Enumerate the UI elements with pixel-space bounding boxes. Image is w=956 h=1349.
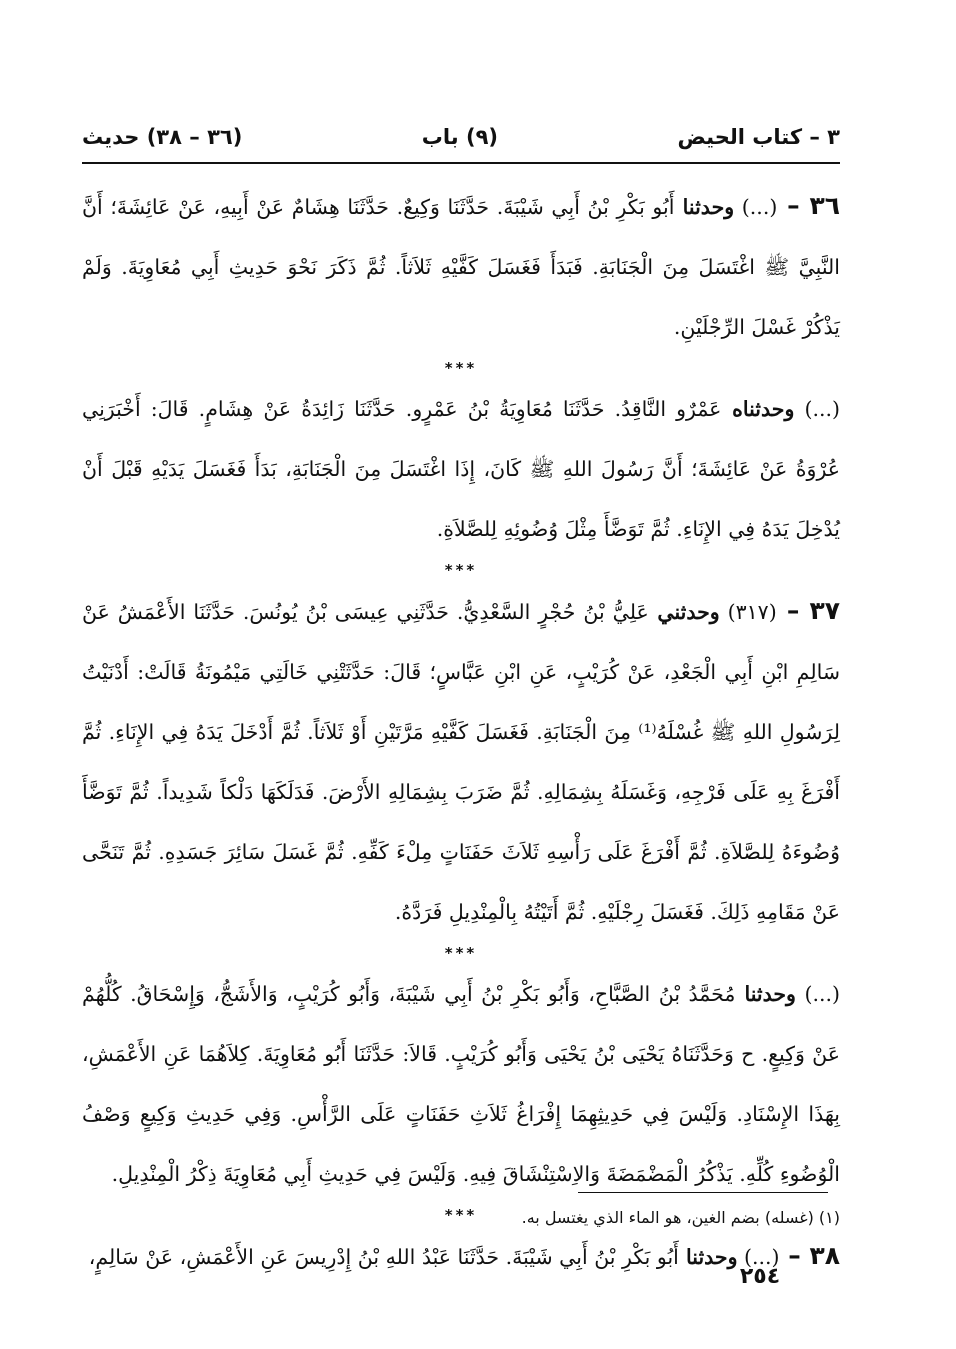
hadith-number: ٣٧ – <box>776 596 840 625</box>
hadith-text-body <box>82 176 840 1287</box>
hadith-36 <box>82 176 840 357</box>
hadith-body: أَبُو بَكْرِ بْنُ أَبِي شَيْبَةَ. حَدَّثَنَا وَكِيعٌ. حَدَّثَنَا هِشَامٌ عَنْ أَبِيهِ، عَنْ عَائِشَةَ؛ أَنَّ النَّبِيَّ ﷺ اغْتَسَلَ مِنَ الْجَنَابَةِ. فَبَدَأَ فَغَسَلَ كَفَّيْهِ ثَلاَثاً. ثُمَّ ذَكَرَ نَحْوَ حَدِيثِ أَبِي مُعَاوِيَةَ. وَلَمْ يَذْكُرْ غَسْلَ الرِّجْلَيْنِ. <box>82 195 840 339</box>
header-divider <box>82 162 840 164</box>
hadith-opener: وحدثنا <box>674 195 735 219</box>
hadith-ref: (...) <box>794 397 840 421</box>
hadith-body: أَبُو بَكْرِ بْنُ أَبِي شَيْبَةَ. حَدَّثَنَا عَبْدُ اللهِ بْنُ إِدْرِيسَ عَنِ الأَعْمَشِ، عَنْ سَالِمٍ، <box>88 1245 679 1269</box>
hadith-ref: (...) <box>737 1245 780 1269</box>
header-chapter: (٩) باب <box>421 125 499 149</box>
section-separator: *** <box>444 1206 478 1224</box>
section-separator: *** <box>444 944 478 962</box>
hadith-ref: (...) <box>795 982 840 1006</box>
hadith-ref: (...) <box>734 195 778 219</box>
hadith-opener: وحدثني <box>648 600 720 624</box>
hadith-opener: وحدثناه <box>721 397 795 421</box>
header-hadith-range: (٣٦ – ٣٨) حديث <box>82 125 243 149</box>
section-separator: *** <box>444 561 478 579</box>
hadith-opener: وحدثنا <box>678 1245 738 1269</box>
hadith-36-variant <box>82 379 840 559</box>
page-number: ٢٥٤ <box>739 1264 781 1289</box>
hadith-ref: (٣١٧) <box>719 600 777 624</box>
hadith-number: ٣٦ – <box>777 191 841 220</box>
hadith-body: عَلِيُّ بْنُ حُجْرٍ السَّعْدِيُّ. حَدَّثَنِي عِيسَى بْنُ يُونُسَ. حَدَّثَنَا الأَعْمَشُ عَنْ سَالِمِ ابْنِ أَبِي الْجَعْدِ، عَنْ كُرَيْبٍ، عَنِ ابْنِ عَبَّاسٍ؛ قَالَ: حَدَّثَتْنِي خَالَتِي مَيْمُونَةُ قَالَتْ: أَدْنَيْتُ لِرَسُولِ اللهِ ﷺ غُسْلَهُ⁽¹⁾ مِنَ الْجَنَابَةِ. فَغَسَلَ كَفَّيْهِ مَرَّتَيْنِ أَوْ ثَلاَثاً. ثُمَّ أَدْخَلَ يَدَهُ فِي الإِنَاءِ. ثُمَّ أَفْرَغَ بِهِ عَلَى فَرْجِهِ، وَغَسَلَهُ بِشِمَالِهِ. ثُمَّ ضَرَبَ بِشِمَالِهِ الأَرْضَ. فَدَلَكَهَا دَلْكاً شَدِيداً. ثُمَّ تَوَضَّأَ وُضُوءَهُ لِلصَّلاَةِ. ثُمَّ أَفْرَغَ عَلَى رَأْسِهِ ثَلاَثَ حَفَنَاتٍ مِلْءَ كَفِّهِ. ثُمَّ غَسَلَ سَائِرَ جَسَدِهِ. ثُمَّ تَنَحَّى عَنْ مَقَامِهِ ذَلِكَ. فَغَسَلَ رِجْلَيْهِ. ثُمَّ أَتَيْتُهُ بِالْمِنْدِيلِ فَرَدَّهُ. <box>82 600 840 924</box>
hadith-body: عَمْرٌو النَّاقِدُ. حَدَّثَنَا مُعَاوِيَةُ بْنُ عَمْرٍو. حَدَّثَنَا زَائِدَةُ عَنْ هِشَامٍ. قَالَ: أَخْبَرَنِي عُرْوَةُ عَنْ عَائِشَةَ؛ أَنَّ رَسُولَ اللهِ ﷺ كَانَ، إِذَا اغْتَسَلَ مِنَ الْجَنَابَةِ، بَدَأَ فَغَسَلَ يَدَيْهِ قَبْلَ أَنْ يُدْخِلَ يَدَهُ فِي الإِنَاءِ. ثُمَّ تَوَضَّأَ مِثْلَ وُضُوئِهِ لِلصَّلاَةِ. <box>82 397 840 541</box>
page-header <box>82 118 840 156</box>
hadith-number: ٣٨ – <box>779 1241 840 1270</box>
hadith-opener: وحدثنا <box>735 982 796 1006</box>
header-book-title: ٣ – كتاب الحيض <box>677 125 840 149</box>
footnote-divider <box>578 1192 828 1193</box>
section-separator: *** <box>444 359 478 377</box>
hadith-37 <box>82 581 840 942</box>
hadith-37-variant <box>82 964 840 1204</box>
hadith-body: مُحَمَّدُ بْنُ الصَّبَّاحِ، وَأَبُو بَكْرِ بْنُ أَبِي شَيْبَةَ، وَأَبُو كُرَيْبٍ، وَالأَشَجُّ، وَإِسْحَاقُ. كُلُّهُمْ عَنْ وَكِيعٍ. ح وَحَدَّثَنَاهُ يَحْيَى بْنُ يَحْيَى وَأَبُو كُرَيْبٍ. قَالاَ: حَدَّثَنَا أَبُو مُعَاوِيَةَ. كِلاَهُمَا عَنِ الأَعْمَشِ، بِهَذَا الإِسْنَادِ. وَلَيْسَ فِي حَدِيثِهِمَا إِفْرَاغُ ثَلاَثِ حَفَنَاتٍ عَلَى الرَّأْسِ. وَفِي حَدِيثِ وَكِيعٍ وَصْفُ الْوُضُوءِ كُلِّهِ. يَذْكُرُ الْمَضْمَضَةَ وَالاِسْتِنْشَاقَ فِيهِ. وَلَيْسَ فِي حَدِيثِ أَبِي مُعَاوِيَةَ ذِكْرُ الْمِنْدِيلِ. <box>82 982 840 1186</box>
footnote: (١) (غسله) بضم الغين، هو الماء الذي يغتسل به. <box>521 1208 840 1227</box>
